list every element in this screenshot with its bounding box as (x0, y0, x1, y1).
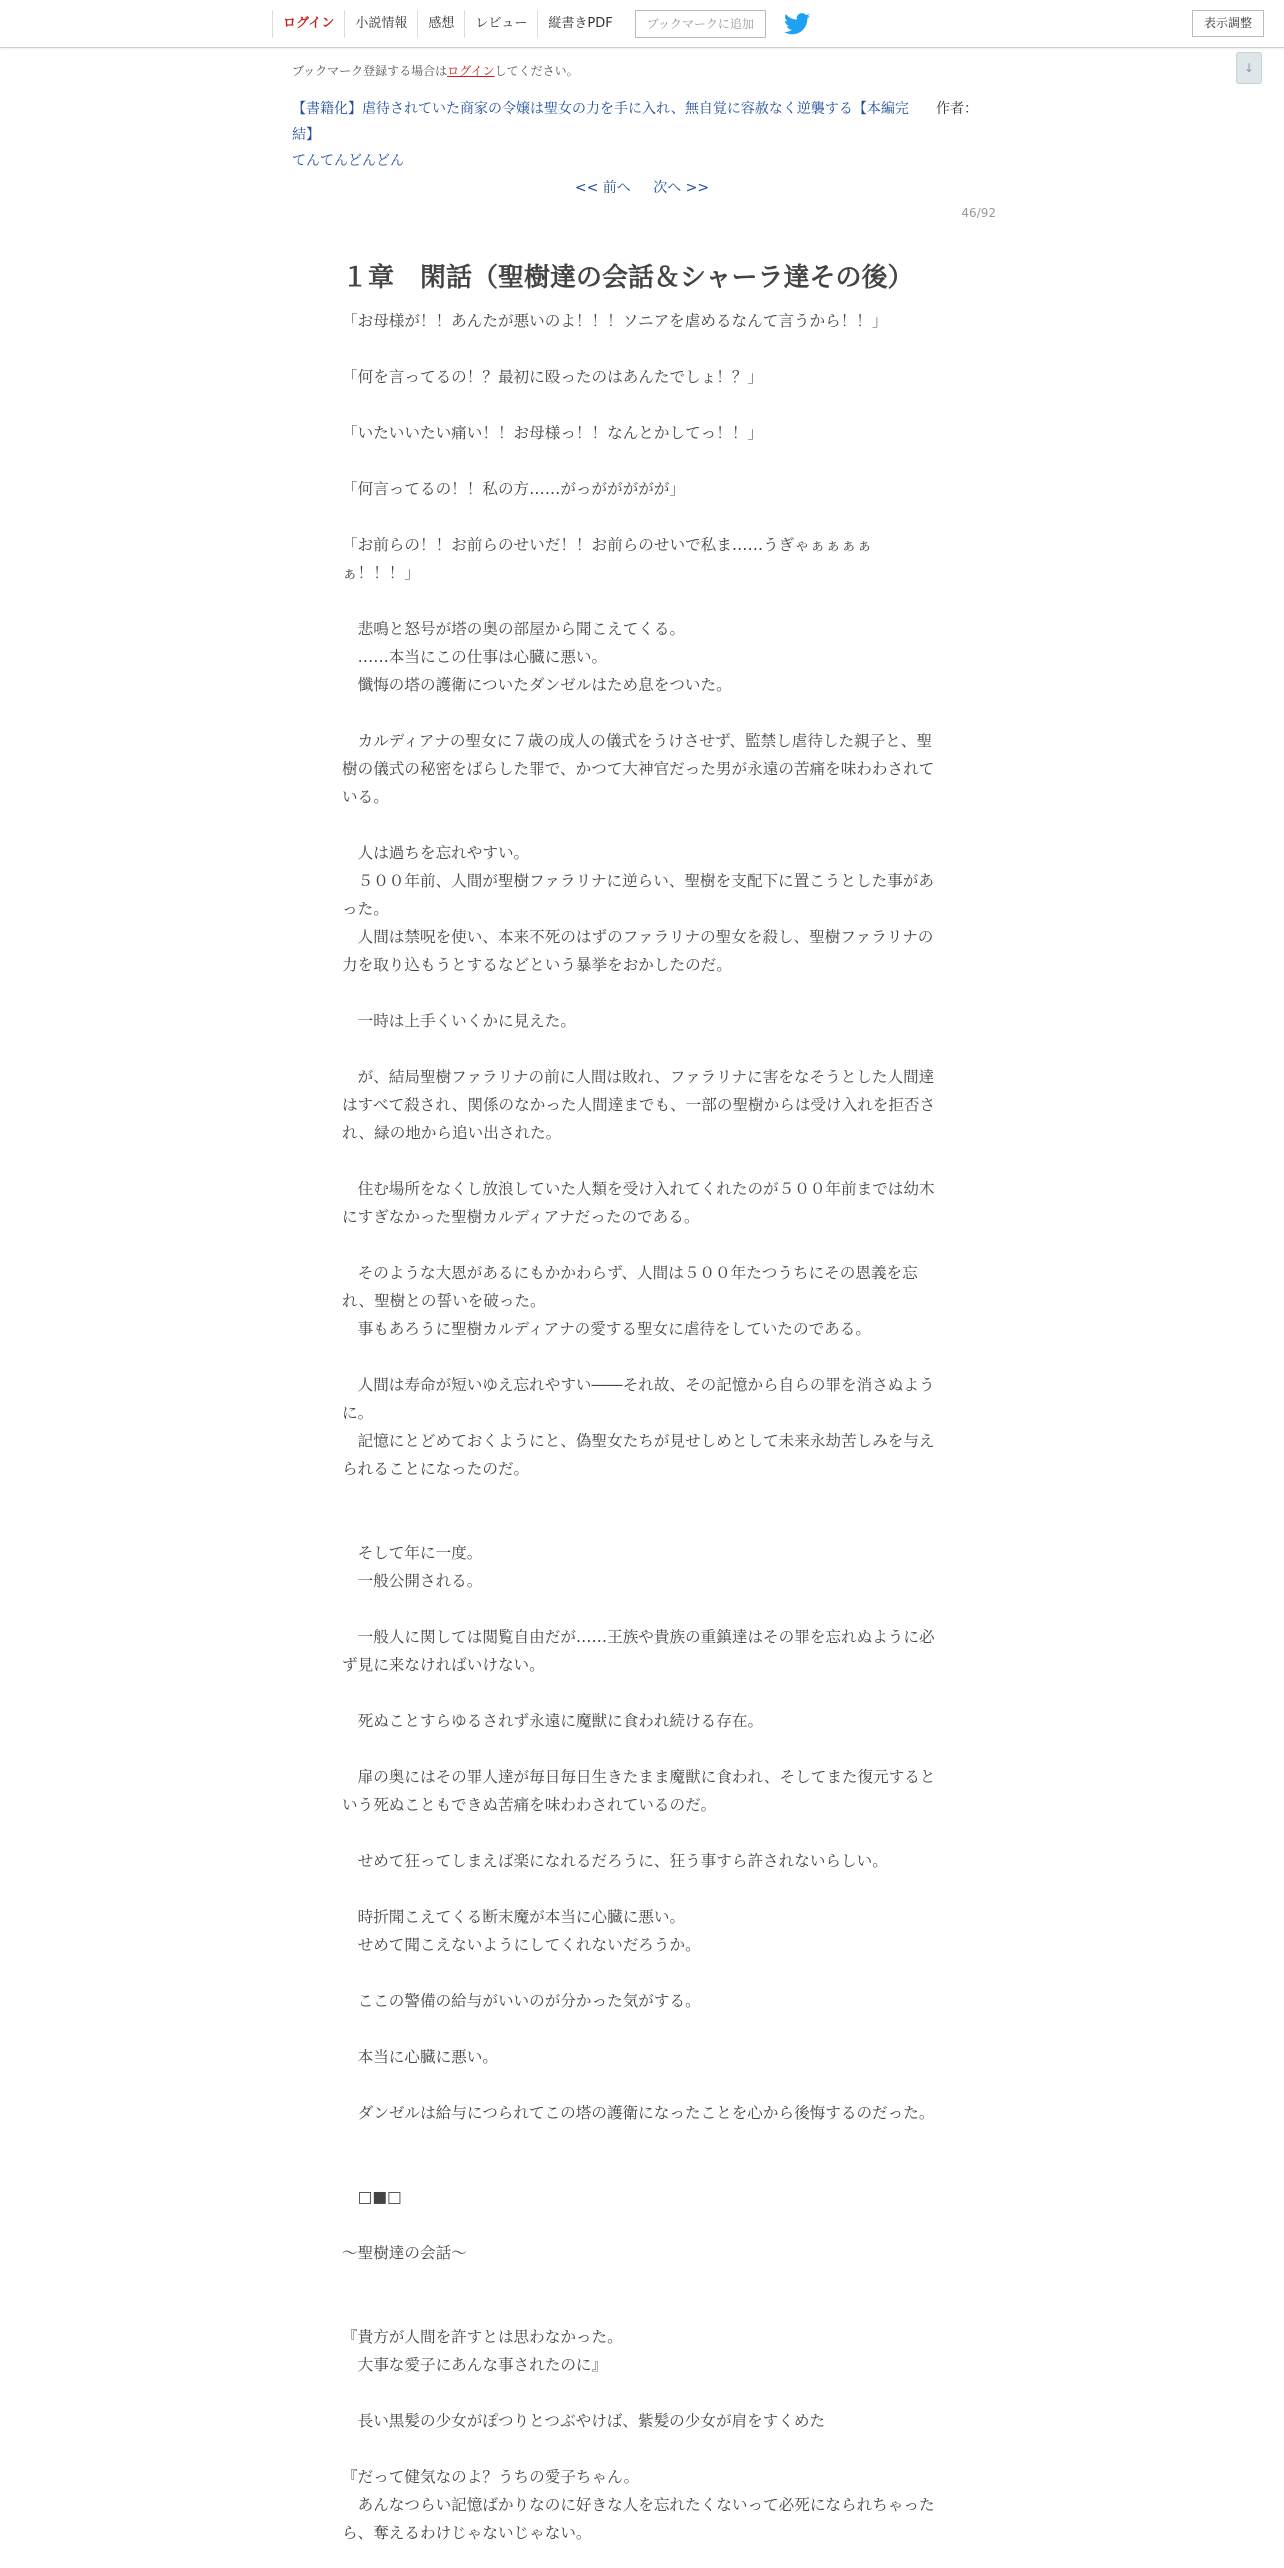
body-line: 懺悔の塔の護衛についたダンゼルはため息をついた。 (342, 676, 732, 694)
body-line: 人は過ちを忘れやすい。 (342, 844, 530, 862)
body-line: が、結局聖樹ファラリナの前に人間は敗れ、ファラリナに害をなそうとした人間達はすべて殺され、関係のなかった人間達までも、一部の聖樹からは受け入れを拒否され、緑の地から追い出された。 (342, 1068, 936, 1142)
body-line (342, 2127, 942, 2155)
body-line (342, 1511, 942, 1539)
body-line: 悲鳴と怒号が塔の奥の部屋から聞こえてくる。 (342, 620, 686, 638)
body-line: 「いたいいたい痛い！！お母様っ！！なんとかしてっ！！」 (342, 424, 764, 442)
page-count: 46/92 (961, 206, 996, 220)
body-line: そのような大恩があるにもかかわらず、人間は５００年たつうちにその恩義を忘れ、聖樹との誓いを破った。 (342, 1264, 918, 1310)
login-link[interactable]: ログイン (272, 10, 344, 38)
body-line (342, 447, 942, 475)
body-line: カルディアナの聖女に７歳の成人の儀式をうけさせず、監禁し虐待した親子と、聖樹の儀式の秘密をばらした罪で、かつて大神官だった男が永遠の苦痛を味わわされている。 (342, 732, 935, 806)
body-line: そして年に一度。 (342, 1544, 483, 1562)
body-line: ……本当にこの仕事は心臓に悪い。 (342, 648, 608, 666)
body-line: せめて狂ってしまえば楽になれるだろうに、狂う事すら許されないらしい。 (342, 1852, 888, 1870)
body-line: 長い黒髪の少女がぽつりとつぶやけば、紫髪の少女が肩をすくめた (342, 2412, 826, 2430)
prev-page-link[interactable]: << 前へ (574, 180, 631, 196)
body-line (342, 2015, 942, 2043)
body-line (342, 335, 942, 363)
next-page-link[interactable]: 次へ >> (653, 180, 710, 196)
body-line: 『だって健気なのよ？うちの愛子ちゃん。 (342, 2468, 640, 2486)
display-settings-button[interactable]: 表示調整 (1192, 10, 1264, 37)
notice-login-link[interactable]: ログイン (447, 64, 495, 78)
novel-title-link[interactable]: 【書籍化】虐待されていた商家の令嬢は聖女の力を手に入れ、無自覚に容赦なく逆襲する【本編完結】 (292, 101, 909, 143)
body-line (342, 503, 942, 531)
arrow-down-icon: ↓ (1243, 61, 1255, 75)
body-line: ダンゼルは給与につられてこの塔の護衛になったことを心から後悔するのだった。 (342, 2104, 935, 2122)
review-link[interactable]: レビュー (464, 10, 537, 38)
body-line (342, 979, 942, 1007)
vertical-pdf-link[interactable]: 縦書きPDF (537, 10, 622, 38)
body-line (342, 1483, 942, 1511)
notice-text-after: してください。 (494, 64, 579, 78)
body-line: 一般公開される。 (342, 1572, 483, 1590)
impressions-link[interactable]: 感想 (417, 10, 464, 38)
body-line: 「お前らの！！お前らのせいだ！！お前らのせいで私ま……うぎゃぁぁぁぁぁ！！！」 (342, 536, 873, 582)
body-line (342, 1035, 942, 1063)
body-line (342, 1343, 942, 1371)
pager (0, 177, 1284, 197)
body-line: 本当に心臓に悪い。 (342, 2048, 498, 2066)
body-line: 『貴方が人間を許すとは思わなかった。 (342, 2328, 623, 2346)
chapter-title: １章 閑話（聖樹達の会話＆シャーラ達その後） (342, 263, 914, 294)
body-line: ここの警備の給与がいいのが分かった気がする。 (342, 1992, 701, 2010)
body-line: 人間は禁呪を使い、本来不死のはずのファラリナの聖女を殺し、聖樹ファラリナの力を取り込もうとするなどという暴挙をおかしたのだ。 (342, 928, 934, 974)
body-line (342, 2071, 942, 2099)
author-label: 作者： (936, 101, 978, 117)
body-line (342, 2379, 942, 2407)
body-line: 「何言ってるの！！私の方……がっががががが」 (342, 480, 686, 498)
body-line: 「お母様が！！あんたが悪いのよ！！！ソニアを虐めるなんて言うから！！」 (342, 312, 888, 330)
body-line: □■□ (342, 2188, 402, 2206)
body-line: ～聖樹達の会話～ (342, 2244, 467, 2262)
scroll-down-button[interactable] (1236, 52, 1262, 84)
body-line: 一時は上手くいくかに見えた。 (342, 1012, 576, 1030)
body-line (342, 2211, 942, 2239)
body-line (342, 587, 942, 615)
novel-info-link[interactable]: 小説情報 (344, 10, 417, 38)
notice-text-before: ブックマーク登録する場合は (292, 64, 448, 78)
twitter-icon[interactable] (784, 13, 810, 35)
author-link[interactable]: てんてんどんどん (292, 153, 404, 169)
body-line (342, 1735, 942, 1763)
body-line: 事もあろうに聖樹カルディアナの愛する聖女に虐待をしていたのである。 (342, 1320, 871, 1338)
body-line (342, 699, 942, 727)
top-navbar (0, 0, 1284, 48)
body-line: 時折聞こえてくる断末魔が本当に心臓に悪い。 (342, 1908, 686, 1926)
body-line: 記憶にとどめておくようにと、偽聖女たちが見せしめとして未来永劫苦しみを与えられることになったのだ。 (342, 1432, 935, 1478)
body-line (342, 1679, 942, 1707)
main-nav (272, 0, 810, 47)
body-line: ５００年前、人間が聖樹ファラリナに逆らい、聖樹を支配下に置こうとした事があった。 (342, 872, 934, 918)
body-line: せめて聞こえないようにしてくれないだろうか。 (342, 1936, 701, 1954)
body-line (342, 2267, 942, 2295)
bookmark-notice (292, 62, 579, 79)
body-line: 扉の奥にはその罪人達が毎日毎日生きたまま魔獣に食われ、そしてまた復元するという死ぬこともできぬ苦痛を味わわされているのだ。 (342, 1768, 936, 1814)
body-line (342, 811, 942, 839)
body-line (342, 1595, 942, 1623)
body-line: 住む場所をなくし放浪していた人類を受け入れてくれたのが５００年前までは幼木にすぎなかった聖樹カルディアナだったのである。 (342, 1180, 935, 1226)
body-line (342, 391, 942, 419)
body-line: 大事な愛子にあんな事されたのに』 (342, 2356, 608, 2374)
body-line (342, 2435, 942, 2463)
body-line: あんなつらい記憶ばかりなのに好きな人を忘れたくないって必死になられちゃったら、奪えるわけじゃないじゃない。 (342, 2496, 935, 2542)
add-bookmark-button[interactable]: ブックマークに追加 (635, 10, 766, 38)
body-line: 人間は寿命が短いゆえ忘れやすい――それ故、その記憶から自らの罪を消さぬように。 (342, 1376, 935, 1422)
body-line: 一般人に関しては閲覧自由だが……王族や貴族の重鎮達はその罪を忘れぬように必ず見に来なければいけない。 (342, 1628, 935, 1674)
novel-body (342, 307, 942, 2547)
novel-info (292, 96, 978, 174)
body-line (342, 1147, 942, 1175)
body-line (342, 1231, 942, 1259)
body-line: 死ぬことすらゆるされず永遠に魔獣に食われ続ける存在。 (342, 1712, 764, 1730)
body-line (342, 1819, 942, 1847)
body-line (342, 2155, 942, 2183)
body-line (342, 1875, 942, 1903)
body-line (342, 2295, 942, 2323)
body-line (342, 1959, 942, 1987)
body-line: 「何を言ってるの！？最初に殴ったのはあんたでしょ！？」 (342, 368, 764, 386)
